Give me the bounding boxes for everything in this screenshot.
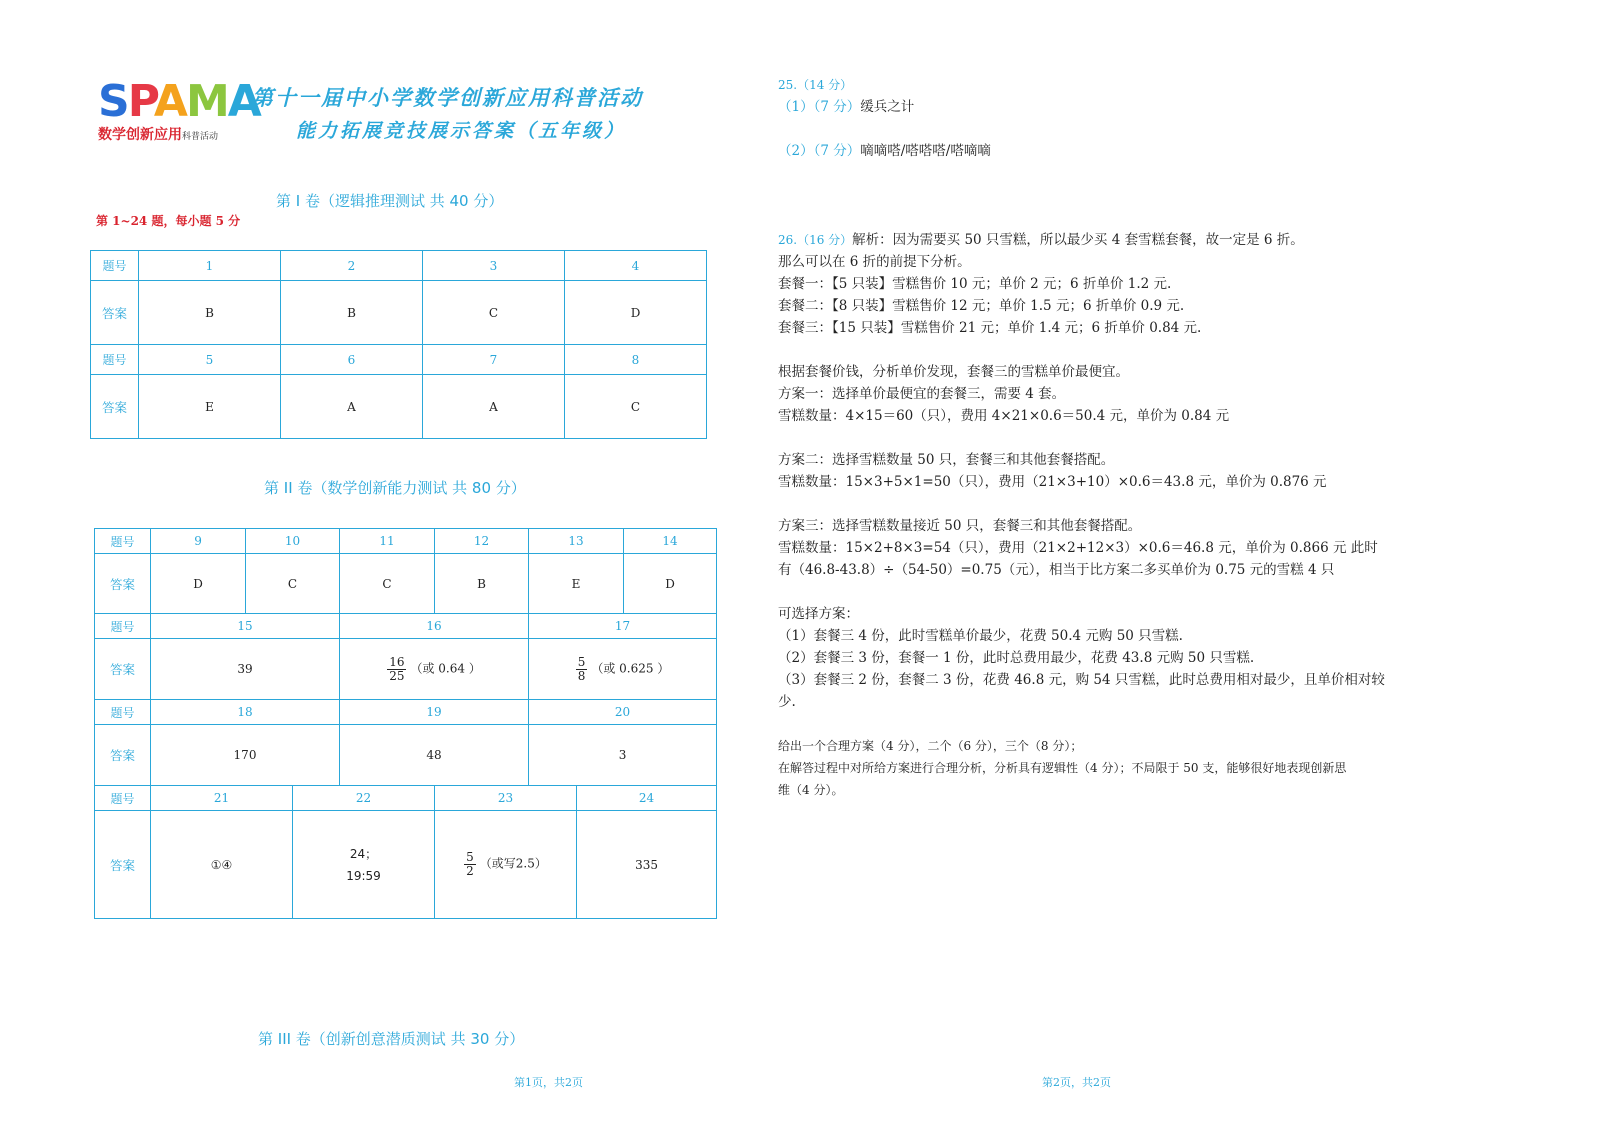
section2-title: 第 II 卷（数学创新能力测试 共 80 分） — [264, 479, 526, 497]
logo-wordmark: SPAMA — [98, 76, 260, 127]
table-row — [95, 639, 717, 700]
answer-cell: ①④ — [151, 811, 293, 919]
q26-line: 方案三：选择雪糕数量接近 50 只，套餐三和其他套餐搭配。 — [778, 518, 1142, 534]
answer-cell: D — [565, 281, 707, 345]
fraction: $\frac{5}{8}$ — [577, 654, 586, 683]
q26-line: 有（46.8-43.8）÷（54-50）=0.75（元），相当于比方案二多买单价为 0.75 元的雪糕 4 只 — [778, 562, 1335, 578]
label-question-num: 题号 — [95, 786, 151, 811]
question-num: 13 — [529, 529, 624, 554]
answer-cell: B — [139, 281, 281, 345]
question-num: 6 — [281, 345, 423, 375]
section1-title: 第 I 卷（逻辑推理测试 共 40 分） — [276, 192, 504, 210]
label-answer: 答案 — [95, 725, 151, 786]
q26-line: （2）套餐三 3 份，套餐一 1 份，此时总费用最少，花费 43.8 元购 50 只雪糕. — [778, 650, 1255, 666]
question-num: 11 — [340, 529, 435, 554]
answer-cell: 170 — [151, 725, 340, 786]
answer-cell: A — [423, 375, 565, 439]
label-question-num: 题号 — [95, 529, 151, 554]
answer-cell: $\frac{16}{25}$ （或 0.64 ） — [340, 639, 529, 700]
answer-cell: C — [246, 554, 340, 614]
answer-cell: A — [281, 375, 423, 439]
question-num: 10 — [246, 529, 340, 554]
q26-line: （3）套餐三 2 份，套餐二 3 份，花费 46.8 元，购 54 只雪糕，此时总费用相对最少，且单价相对较 — [778, 672, 1385, 688]
question-num: 3 — [423, 251, 565, 281]
doc-title-line2: 能力拓展竞技展示答案（五年级） — [296, 120, 627, 142]
q25-part2: （2）（7 分）嘀嘀嗒/嗒嗒嗒/嗒嘀嘀 — [778, 143, 991, 159]
answer-cell: $\frac{5}{8}$ （或 0.625 ） — [529, 639, 717, 700]
question-num: 4 — [565, 251, 707, 281]
answer-cell: 3 — [529, 725, 717, 786]
label-answer: 答案 — [91, 375, 139, 439]
table-row — [95, 811, 717, 919]
table-row — [91, 281, 707, 345]
answer-line: 19:59 — [346, 868, 381, 883]
answer-cell: 335 — [577, 811, 717, 919]
table-row — [95, 554, 717, 614]
section1-note: 第 1~24 题，每小题 5 分 — [96, 214, 241, 228]
q26-line: 那么可以在 6 折的前提下分析。 — [778, 254, 971, 270]
answer-cell: C — [565, 375, 707, 439]
table-row — [95, 614, 717, 639]
table-row — [95, 725, 717, 786]
answer-cell: D — [151, 554, 246, 614]
q26-block — [778, 229, 1478, 801]
q26-line: 方案一：选择单价最便宜的套餐三，需要 4 套。 — [778, 386, 1066, 402]
question-num: 19 — [340, 700, 529, 725]
q26-line: 给出一个合理方案（4 分），二个（6 分），三个（8 分）； — [778, 739, 1083, 753]
logo-subtitle: 数学创新应用科普活动 — [98, 127, 219, 143]
table-row — [91, 375, 707, 439]
doc-title-line1: 第十一届中小学数学创新应用科普活动 — [252, 85, 643, 110]
label-answer: 答案 — [95, 639, 151, 700]
q26-line: 维（4 分）。 — [778, 783, 844, 797]
label-answer: 答案 — [95, 554, 151, 614]
q25-part1: （1）（7 分）缓兵之计 — [778, 99, 915, 115]
q26-line: 可选择方案： — [778, 606, 859, 622]
answer-cell: E — [529, 554, 624, 614]
question-num: 8 — [565, 345, 707, 375]
q26-line: 套餐三：【15 只装】雪糕售价 21 元；单价 1.4 元；6 折单价 0.84 元. — [778, 320, 1202, 336]
question-num: 23 — [435, 786, 577, 811]
q26-line: 方案二：选择雪糕数量 50 只，套餐三和其他套餐搭配。 — [778, 452, 1115, 468]
answer-cell: B — [281, 281, 423, 345]
q26-line: 在解答过程中对所给方案进行合理分析，分析具有逻辑性（4 分）；不局限于 50 支，能够很好地表现创新思 — [778, 761, 1347, 775]
q26-line: 雪糕数量：15×3+5×1=50（只），费用（21×3+10）×0.6＝43.8 元，单价为 0.876 元 — [778, 474, 1327, 490]
answer-cell: C — [340, 554, 435, 614]
question-num: 12 — [435, 529, 529, 554]
question-num: 5 — [139, 345, 281, 375]
question-num: 17 — [529, 614, 717, 639]
question-num: 15 — [151, 614, 340, 639]
table-row — [95, 786, 717, 811]
question-num: 7 — [423, 345, 565, 375]
q26-line: 少. — [778, 694, 796, 710]
label-answer: 答案 — [95, 811, 151, 919]
question-num: 21 — [151, 786, 293, 811]
table-row — [95, 700, 717, 725]
question-num: 9 — [151, 529, 246, 554]
question-num: 14 — [624, 529, 717, 554]
question-num: 22 — [293, 786, 435, 811]
answer-cell: $\frac{5}{2}$ （或写2.5） — [435, 811, 577, 919]
fraction: $\frac{5}{2}$ — [466, 850, 474, 878]
answer-cell: 39 — [151, 639, 340, 700]
answer-cell — [293, 811, 435, 919]
answer-line: 24； — [349, 846, 378, 861]
q26-line: 根据套餐价钱，分析单价发现，套餐三的雪糕单价最便宜。 — [778, 364, 1129, 380]
q26-line: 雪糕数量：15×2+8×3=54（只），费用（21×2+12×3）×0.6＝46.8 元，单价为 0.866 元 此时 — [778, 540, 1378, 556]
fraction: $\frac{16}{25}$ — [389, 654, 405, 683]
label-question-num: 题号 — [95, 614, 151, 639]
q25-heading: 25.（14 分） — [778, 78, 853, 92]
spama-logo — [98, 76, 260, 144]
answer-cell: B — [435, 554, 529, 614]
answer-cell: 48 — [340, 725, 529, 786]
label-question-num: 题号 — [95, 700, 151, 725]
section2-table — [94, 528, 717, 919]
label-question-num: 题号 — [91, 345, 139, 375]
table-row — [91, 345, 707, 375]
table-row — [91, 251, 707, 281]
section3-title: 第 III 卷（创新创意潜质测试 共 30 分） — [258, 1030, 525, 1048]
q26-line: 套餐一：【5 只装】雪糕售价 10 元；单价 2 元；6 折单价 1.2 元. — [778, 276, 1172, 292]
table-row — [95, 529, 717, 554]
answer-cell: C — [423, 281, 565, 345]
q26-line: 套餐二：【8 只装】雪糕售价 12 元；单价 1.5 元；6 折单价 0.9 元. — [778, 298, 1185, 314]
page-footer-left: 第1页，共2页 — [514, 1076, 583, 1089]
q26-line: 26.（16 分）解析：因为需要买 50 只雪糕，所以最少买 4 套雪糕套餐，故一定是 6 折。 — [778, 232, 1304, 248]
answer-cell: D — [624, 554, 717, 614]
question-num: 18 — [151, 700, 340, 725]
label-question-num: 题号 — [91, 251, 139, 281]
answer-cell: E — [139, 375, 281, 439]
q26-line: （1）套餐三 4 份，此时雪糕单价最少，花费 50.4 元购 50 只雪糕. — [778, 628, 1183, 644]
question-num: 20 — [529, 700, 717, 725]
question-num: 2 — [281, 251, 423, 281]
question-num: 24 — [577, 786, 717, 811]
q26-line: 雪糕数量：4×15＝60（只），费用 4×21×0.6＝50.4 元，单价为 0.84 元 — [778, 408, 1230, 424]
page-footer-right: 第2页，共2页 — [1042, 1076, 1111, 1089]
q25-block — [778, 74, 1478, 162]
label-answer: 答案 — [91, 281, 139, 345]
question-num: 1 — [139, 251, 281, 281]
question-num: 16 — [340, 614, 529, 639]
section1-table — [90, 250, 707, 439]
